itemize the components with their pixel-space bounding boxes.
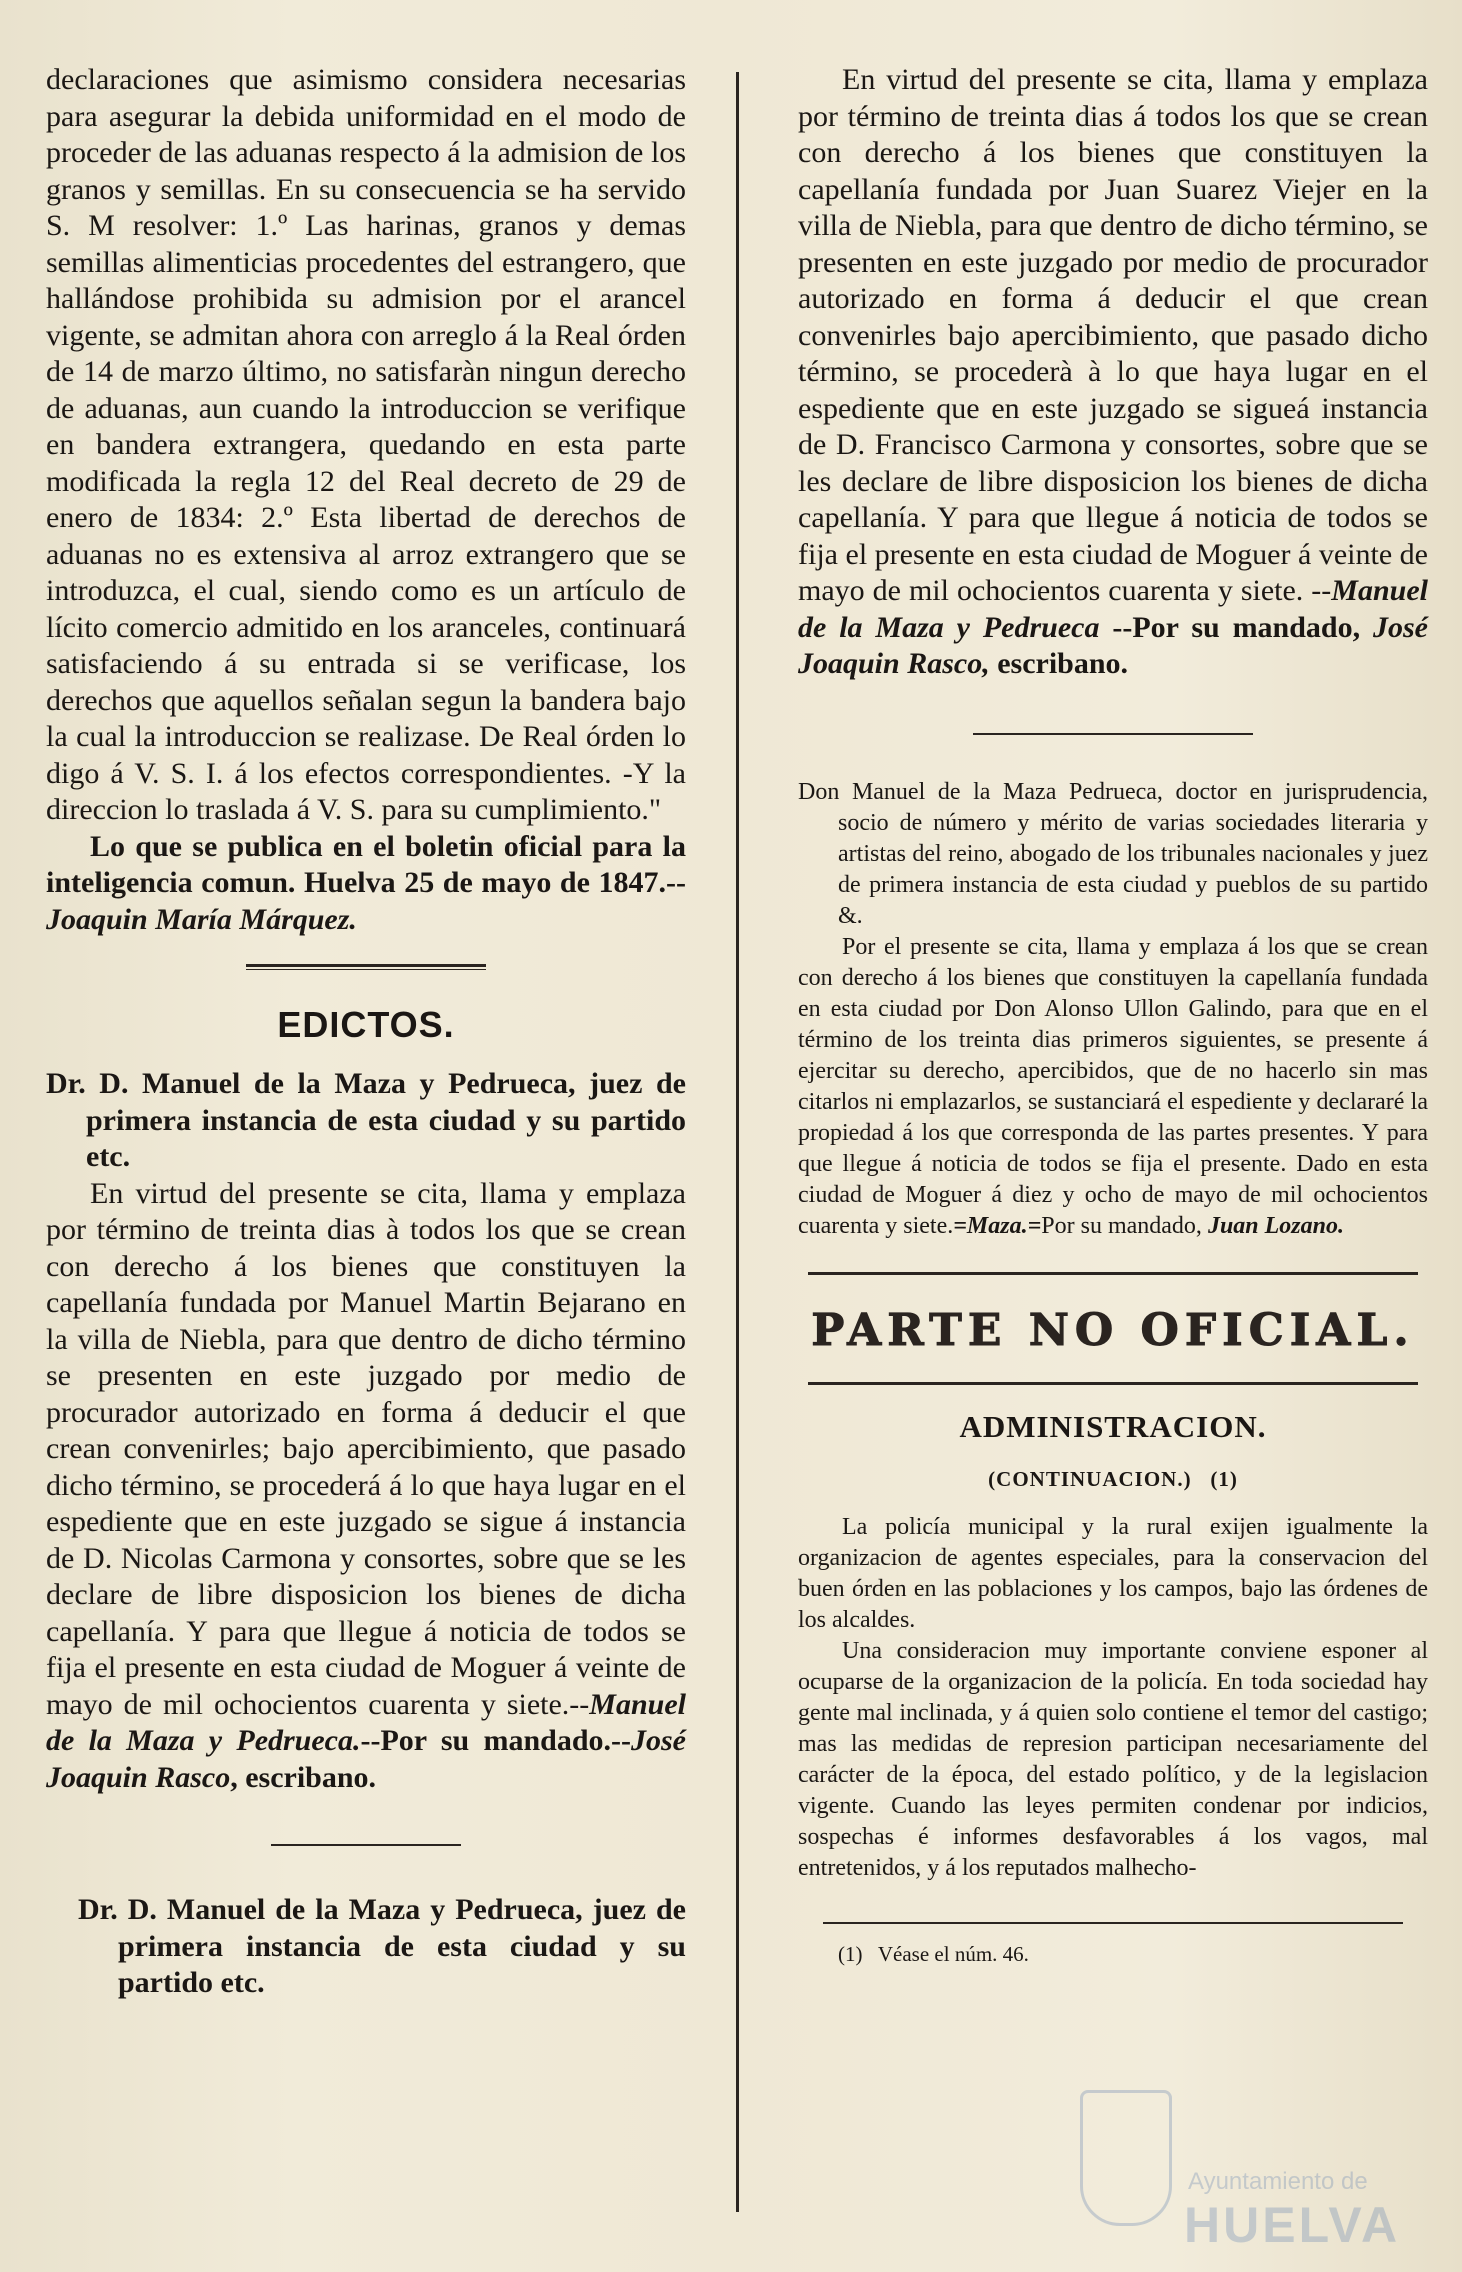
edict-1-signature-notary: José Joaquin Rasco — [46, 1724, 686, 1794]
edict-2-heading: Dr. D. Manuel de la Maza y Pedrueca, juez de primera instancia de esta ciudad y su partido etc. — [78, 1893, 686, 1999]
section-heading-administracion: ADMINISTRACION. — [959, 1408, 1267, 1444]
edict-4-mandate: Por su mandado, — [1041, 1212, 1208, 1239]
edict-3-signature-notary: José Joaquin Rasco, — [798, 610, 1428, 680]
edict-1-heading: Dr. D. Manuel de la Maza y Pedrueca, juez de primera instancia de esta ciudad y su partido etc. — [46, 1067, 686, 1173]
crest-icon — [1080, 2090, 1172, 2226]
decree-paragraph: declaraciones que asimismo considera necesarias para asegurar la debida uniformidad en el modo de proceder de las aduanas respecto á la admision de los granos y semillas. En su consecuencia se ha servido S. M resolver: 1.º Las harinas, granos y demas semillas alimenticias procedentes del estrangero, que hallándose prohibida su admision por el arancel vigente, se admitan ahora con arreglo á la Real órden de 14 de marzo último, no satisfaràn ningun derecho de aduanas, aun cuando la introduccion se verifique en bandera extrangera, quedando en esta parte modificada la regla 12 del Real decreto de 29 de enero de 1834: 2.º Esta libertad de derechos de aduanas no es extensiva al arroz extrangero que se introduzca, el cual, siendo como es un artículo de lícito comercio admitido en los aranceles, continuará satisfaciendo á su entrada si se verificase, los derechos que aquellos señalan segun la bandera bajo la cual la introduccion se realizase. De Real órden lo digo á V. S. I. á los efectos correspondientes. -Y la direccion lo traslada á V. S. para su cumplimiento." — [46, 63, 686, 826]
separator-rule — [973, 733, 1253, 735]
continuation-note: (CONTINUACION.) (1) — [988, 1466, 1238, 1491]
footnote: (1) Véase el núm. 46. — [838, 1941, 1029, 1966]
edict-1-mandate: --Por su mandado.-- — [360, 1724, 631, 1757]
edict-1-end: , escribano. — [230, 1760, 377, 1794]
admin-paragraph-2: Una consideracion muy importante conviene esponer al ocuparse de la organizacion de la policía. En toda sociedad hay gente mal inclinada, y á quien solo contiene el temor del castigo; mas las medidas de represion participan necesariamente del carácter de la época, del estado político, y de la legislacion vigente. Cuando las leyes permiten condenar por indicios, sospechas é informes desfavorables á los vagos, mal entretenidos, y á los reputados malhecho- — [798, 1637, 1428, 1881]
edict-3-signature-judge: Manuel de la Maza y Pedrueca — [798, 574, 1428, 644]
edict-4-signature-judge: =Maza.= — [953, 1212, 1042, 1239]
signature-marquez: Joaquin María Márquez. — [46, 902, 357, 936]
edict-4-body — [798, 932, 1428, 1242]
footnote-rule — [823, 1922, 1403, 1924]
separator-rule — [246, 964, 486, 970]
left-column — [46, 62, 686, 2002]
admin-paragraph-1: La policía municipal y la rural exijen igualmente la organizacion de agentes especiales, para la conservacion del buen órden en las poblaciones y los campos, bajo las órdenes de los alcaldes. — [798, 1513, 1428, 1633]
publication-note-text: Lo que se publica en el boletin oficial para la inteligencia comun. Huelva 25 de mayo de 1847.-- — [46, 829, 686, 899]
edict-4-heading: Don Manuel de la Maza Pedrueca, doctor en jurisprudencia, socio de número y mérito de varias sociedades literaria y artistas del reino, abogado de los tribunales nacionales y juez de primera instancia de esta ciudad y pueblos de su partido &. — [798, 778, 1428, 929]
separator-rule — [271, 1844, 461, 1846]
section-heading-parte-no-oficial: PARTE NO OFICIAL. — [811, 1304, 1415, 1356]
section-heading-edictos: EDICTOS. — [277, 1004, 455, 1045]
watermark-line-2: HUELVA — [1184, 2197, 1401, 2253]
edict-4-signature-notary: Juan Lozano. — [1207, 1212, 1344, 1239]
separator-rule — [808, 1382, 1418, 1385]
edict-4-text: Por el presente se cita, llama y emplaza á los que se crean con derecho á los bienes que constituyen la capellanía fundada en esta ciudad por Don Alonso Ullon Galindo, para que en el término de los treinta dias primeros siguientes, se presente á ejercitar su derecho, apercibidos, que de no hacerlo sin mas citarlos ni emplazarlos, se sustanciará el espediente y declararé la propiedad á los que corresponda de las partes presentes. Y para que llegue á noticia de todos se fija el presente. Dado en esta ciudad de Moguer á diez y ocho de mayo de mil ochocientos cuarenta y siete. — [798, 933, 1428, 1239]
column-divider — [736, 72, 739, 2212]
publication-note — [46, 829, 686, 939]
edict-3-body — [798, 62, 1428, 683]
right-column — [798, 62, 1428, 1968]
edict-1-text: En virtud del presente se cita, llama y emplaza por término de treinta dias à todos los que se crean con derecho á los bienes que constituyen la capellanía fundada por Manuel Martin Bejarano en la villa de Niebla, para que dentro de dicho término se presenten en este juzgado por medio de procurador autorizado en forma á deducir el que crean convenirles; bajo apercibimiento, que pasado dicho término, se procederá á lo que haya lugar en el espediente que en este juzgado se sigue á instancia de D. Nicolas Carmona y consortes, sobre que se les declare de libre disposicion los bienes de dicha capellanía. Y para que llegue á noticia de todos se fija el presente en esta ciudad de Moguer á veinte de mayo de mil ochocientos cuarenta y siete.-- — [46, 1176, 686, 1721]
edict-3-text: En virtud del presente se cita, llama y emplaza por término de treinta dias á todos los que se crean con derecho á los bienes que constituyen la capellanía fundada por Juan Suarez Viejer en la villa de Niebla, para que dentro de dicho término, se presenten en este juzgado por medio de procurador autorizado en forma á deducir el que crean convenirles bajo apercibimiento, que pasado dicho término, se procederà à lo que haya lugar en el espediente que en este juzgado se sigueá instancia de D. Francisco Carmona y consortes, sobre que se les declare de libre disposicion los bienes de dicha capellanía. Y para que llegue á noticia de todos se fija el presente en esta ciudad de Moguer á veinte de mayo de mil ochocientos cuarenta y siete. -- — [798, 63, 1428, 607]
edict-1-signature-judge: Manuel de la Maza y Pedrueca. — [46, 1687, 686, 1757]
edict-3-mandate: --Por su mandado, — [1099, 610, 1373, 644]
watermark-line-1: Ayuntamiento de — [1188, 2168, 1368, 2195]
edict-1-body — [46, 1176, 686, 1797]
separator-rule — [808, 1272, 1418, 1275]
edict-3-end: escribano. — [989, 647, 1129, 680]
huelva-watermark — [1080, 2090, 1420, 2260]
